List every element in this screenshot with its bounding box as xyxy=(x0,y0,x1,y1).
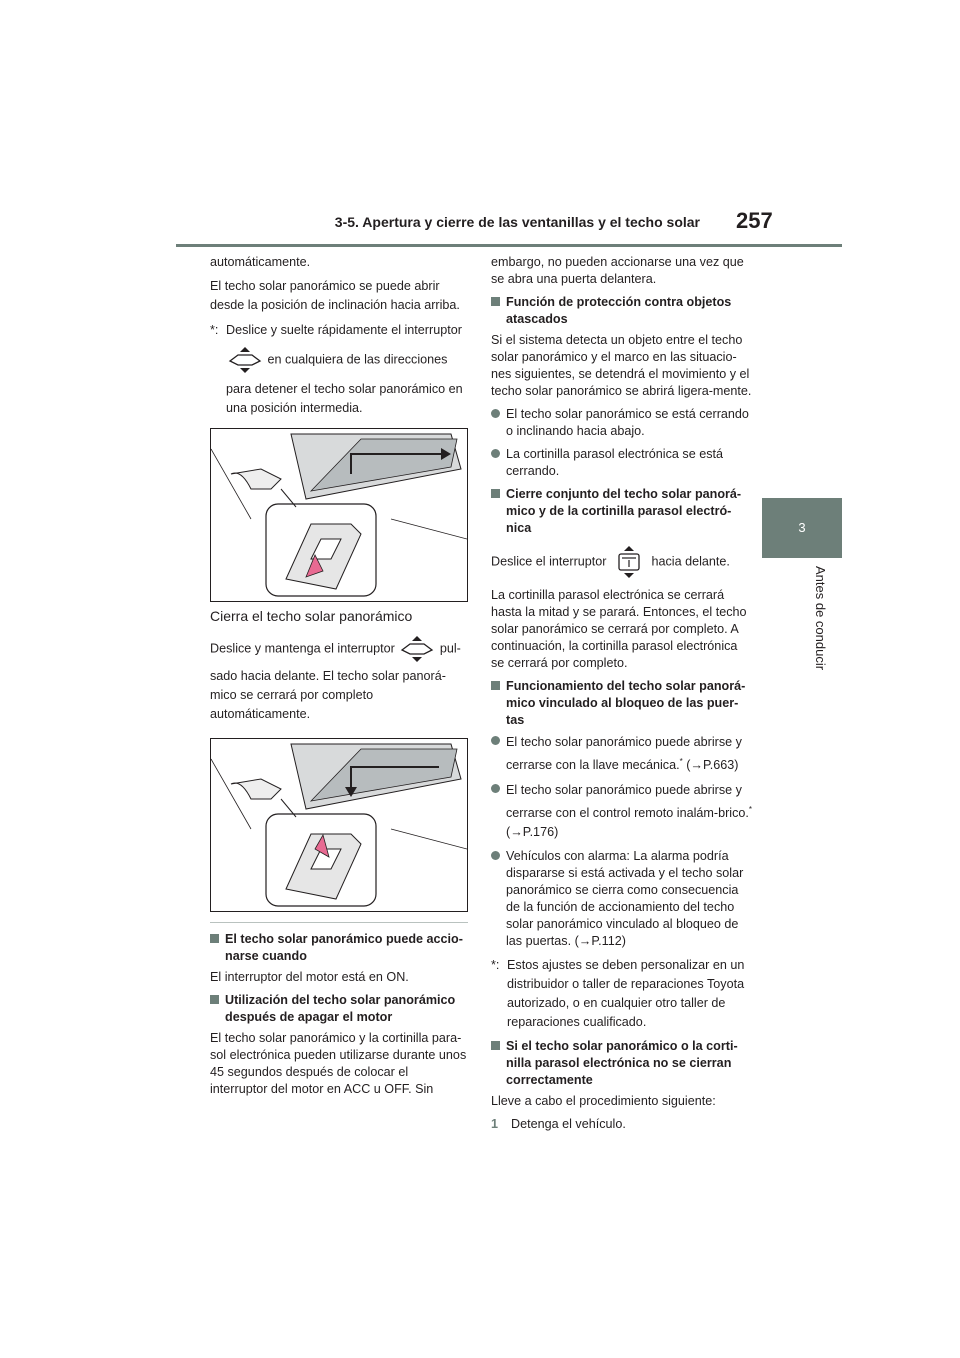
square-bullet-icon xyxy=(210,995,219,1004)
square-bullet-icon xyxy=(491,681,500,690)
list-item-text: El techo solar panorámico puede abrirse y cerrarse con la llave mecánica. xyxy=(506,735,742,773)
subheading xyxy=(491,486,753,537)
square-bullet-icon xyxy=(491,297,500,306)
paragraph: La cortinilla parasol electrónica se cerrará hasta la mitad y se parará. Entonces, el techo solar panorámico se cerrará por completo. A continuación, la cortinilla parasol electrónica se cerrará por completo. xyxy=(491,588,747,670)
tilt-switch-icon xyxy=(226,346,264,374)
circle-bullet-icon xyxy=(491,449,500,458)
circle-bullet-icon xyxy=(491,851,500,860)
right-column xyxy=(491,254,753,1133)
subheading xyxy=(210,992,468,1026)
subheading xyxy=(210,931,468,965)
subheading-text: El techo solar panorámico puede accio-narse cuando xyxy=(225,932,463,963)
paragraph: El techo solar panorámico se puede abrir desde la posición de inclinación hacia arriba. xyxy=(210,279,460,312)
chapter-tab: 3 xyxy=(762,498,842,558)
subheading-text: Funcionamiento del techo solar panorá-mico vinculado al bloqueo de las puer-tas xyxy=(506,679,746,727)
footnote xyxy=(210,321,468,418)
footnote-line xyxy=(226,346,468,374)
page-reference[interactable]: (→P.176) xyxy=(506,825,559,840)
roof-switch-illustration xyxy=(211,739,467,911)
list-item-text: La cortinilla parasol electrónica se está cerrando. xyxy=(506,447,724,478)
header-rule xyxy=(176,244,842,247)
instruction-text: pul- xyxy=(439,641,461,656)
switch-instruction xyxy=(491,545,753,579)
section-divider xyxy=(210,922,468,923)
left-column xyxy=(210,254,468,1104)
subheading xyxy=(491,1038,753,1089)
footnote-text: en cualquiera de las direcciones xyxy=(267,352,448,367)
paragraph: embargo, no pueden accionarse una vez que se abra una puerta delantera. xyxy=(491,255,744,286)
square-bullet-icon xyxy=(491,489,500,498)
illustration-close xyxy=(210,738,468,912)
list-item xyxy=(491,848,753,950)
subheading-text: Cierre conjunto del techo solar panorá-mico y de la cortinilla parasol electró-nica xyxy=(506,487,742,535)
instruction-text: Deslice el interruptor xyxy=(491,554,607,569)
list-item: El techo solar panorámico puede abrirse y cerrarse con el control remoto inalám-brico.* (→P.176) xyxy=(491,781,753,842)
list-item-text: El techo solar panorámico puede abrirse y cerrarse con el control remoto inalám-brico. xyxy=(506,783,749,821)
instruction-text: hacia delante. xyxy=(651,554,730,569)
paragraph: Si el sistema detecta un objeto entre el techo solar panorámico y el marco en las situacio-nes siguientes, se detendrá el movimiento y el techo solar panorámico se abrirá ligera-mente. xyxy=(491,333,752,398)
subheading xyxy=(491,294,753,328)
page-number: 257 xyxy=(736,208,773,233)
footnote-mark: *: xyxy=(491,958,500,973)
instruction-text: sado hacia delante. El techo solar panorá-mico se cerrará por completo automáticamente. xyxy=(210,669,446,721)
footnote-text: Deslice y suelte rápidamente el interruptor xyxy=(226,323,462,337)
figure-caption: Cierra el techo solar panorámico xyxy=(210,608,413,624)
square-bullet-icon xyxy=(210,934,219,943)
paragraph: Lleve a cabo el procedimiento siguiente: xyxy=(491,1094,716,1109)
shade-switch-icon xyxy=(610,545,648,579)
footnote xyxy=(491,956,753,1032)
page-reference[interactable]: (→P.663) xyxy=(686,758,739,773)
paragraph: El interruptor del motor está en ON. xyxy=(210,970,409,984)
footnote-mark: *: xyxy=(210,323,219,337)
subheading-text: Si el techo solar panorámico o la corti-nilla parasol electrónica no se cierran correctamente xyxy=(506,1039,738,1088)
list-item-text: El techo solar panorámico se está cerrando o inclinando hacia abajo. xyxy=(506,407,749,438)
chapter-title: Antes de conducir xyxy=(813,566,828,671)
step-number: 1 xyxy=(491,1117,499,1132)
step-item xyxy=(491,1116,753,1133)
list-item xyxy=(491,406,753,440)
circle-bullet-icon xyxy=(491,409,500,418)
subheading-text: Función de protección contra objetos atascados xyxy=(506,295,732,326)
instruction-text: Deslice y mantenga el interruptor xyxy=(210,641,395,656)
close-instruction xyxy=(210,635,468,724)
list-item-text: Vehículos con alarma: La alarma podría dispararse si está activada y el techo solar panorámico se cierra como consecuencia de la función de accionamiento del techo solar panorámico vinculado al bloqueo de las puertas. (→P.112) xyxy=(506,849,744,949)
circle-bullet-icon xyxy=(491,736,500,745)
square-bullet-icon xyxy=(491,1041,500,1050)
list-item: El techo solar panorámico puede abrirse y cerrarse con la llave mecánica.* (→P.663) xyxy=(491,733,753,775)
circle-bullet-icon xyxy=(491,784,500,793)
roof-switch-illustration xyxy=(211,429,467,601)
slide-switch-icon xyxy=(398,635,436,663)
step-text: Detenga el vehículo. xyxy=(511,1117,626,1132)
paragraph: El techo solar panorámico y la cortinilla para-sol electrónica pueden utilizarse durante unos 45 segundos después de colocar el interruptor del motor en ACC u OFF. Sin xyxy=(210,1031,467,1096)
subheading-text: Utilización del techo solar panorámico después de apagar el motor xyxy=(225,993,456,1024)
section-title: 3-5. Apertura y cierre de las ventanillas y el techo solar xyxy=(334,214,700,230)
subheading xyxy=(491,678,753,729)
paragraph: automáticamente. xyxy=(210,255,311,269)
list-item xyxy=(491,446,753,480)
footnote-text: Estos ajustes se deben personalizar en un distribuidor o taller de reparaciones Toyota autorizado, o en cualquier otro taller de reparaciones cualificado. xyxy=(507,958,745,1030)
footnote-text: para detener el techo solar panorámico en una posición intermedia. xyxy=(226,382,463,415)
illustration-open-stop xyxy=(210,428,468,602)
